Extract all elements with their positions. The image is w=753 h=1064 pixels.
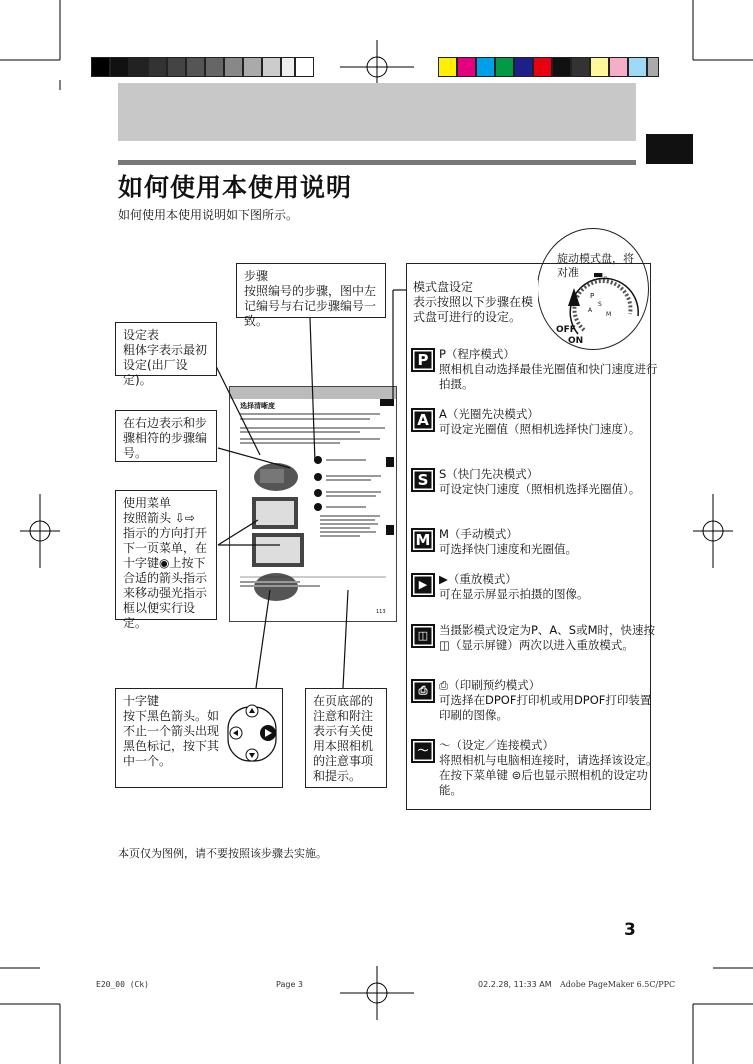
dial-bubble-text: 旋动模式盘，将对准 <box>557 252 634 279</box>
shutter-mode-icon: S <box>411 468 435 492</box>
sample-page-heading: 选择清晰度 <box>240 402 275 410</box>
callout-notes: 在页底部的注意和附注表示有关使用本照相机的注意事项和提示。 <box>305 688 387 788</box>
mode-desc: 可设定光圈值（照相机选择快门速度）。 <box>439 422 641 436</box>
mode-dial-heading: 模式盘设定 表示按照以下步骤在模式盘可进行的设定。 <box>413 280 538 325</box>
mode-title: A（光圈先决模式） <box>439 407 539 421</box>
svg-text:A: A <box>588 307 593 314</box>
page-subtitle: 如何使用本使用说明如下图所示。 <box>118 208 299 222</box>
manual-mode-icon: M <box>411 528 435 552</box>
mode-desc: 将照相机与电脑相连接时，请选择该设定。在按下菜单键 ⊜后也显示照相机的设定功能。 <box>439 753 658 797</box>
callout-right-steps: 在右边表示和步骤相符的步骤编号。 <box>115 410 217 462</box>
program-mode-icon: P <box>411 348 435 372</box>
mode-title: S（快门先决模式） <box>439 467 539 481</box>
mode-title: 当摄影模式设定为P、A、S或M时，快速按◫（显示屏键）两次以进入重放模式。 <box>439 623 656 652</box>
callout-menu: 使用菜单 按照箭头 ⇩⇨ 指示的方向打开下一页菜单，在十字键◉上按下合适的箭头指示来移动强光指示框以便实行设定。 <box>115 490 217 620</box>
mode-title: P（程序模式） <box>439 347 515 361</box>
callout-cross-key <box>115 688 283 788</box>
mode-title: ▶（重放模式） <box>439 572 517 586</box>
callout-steps: 步骤 按照编号的步骤，图中左记编号与右记步骤编号一致。 <box>236 263 386 318</box>
print-footer-file: E20_00 (Ck) <box>96 980 149 989</box>
page-title: 如何使用本使用说明 <box>118 173 353 202</box>
setup-mode-icon: 〜 <box>411 739 435 763</box>
dial-setup-icon: ▬。 <box>593 268 615 281</box>
sample-page-number: 113 <box>376 609 386 615</box>
callout-settings-table: 设定表 粗体字表示最初设定(出厂设定)。 <box>115 322 217 376</box>
print-footer-app: Adobe PageMaker 6.5C/PPC <box>560 980 676 989</box>
monitor-button-icon: ◫ <box>411 624 435 648</box>
mode-title: ⎙（印刷预约模式） <box>439 678 541 692</box>
mode-title: 〜（设定／连接模式） <box>439 738 554 752</box>
aperture-mode-icon: A <box>411 408 435 432</box>
mode-desc: 照相机自动选择最佳光圈值和快门速度进行拍摄。 <box>439 362 658 391</box>
mode-title: M（手动模式） <box>439 527 518 541</box>
print-mode-icon: ⎙ <box>411 679 435 703</box>
mode-desc: 可设定快门速度（照相机选择光圈值）。 <box>439 482 641 496</box>
cross-key-icon <box>226 697 278 769</box>
print-footer-page: Page 3 <box>276 980 303 989</box>
mode-desc: 可选择在DPOF打印机或用DPOF打印装置印刷的图像。 <box>439 693 652 722</box>
dial-on-label: ON <box>568 336 584 346</box>
svg-text:P: P <box>590 292 595 300</box>
cross-key-text: 十字键 按下黑色箭头。如不止一个箭头出现黑色标记，按下其中一个。 <box>123 694 220 768</box>
mode-desc: 可选择快门速度和光圈值。 <box>439 542 577 556</box>
dial-off-label: OFF <box>556 325 576 335</box>
page-number: 3 <box>624 920 636 940</box>
print-footer-date: 02.2.28, 11:33 AM <box>478 980 552 989</box>
svg-text:M: M <box>606 311 612 318</box>
svg-text:S: S <box>598 301 602 308</box>
footnote: 本页仅为图例，请不要按照该步骤去实施。 <box>118 847 327 860</box>
playback-mode-icon: ▶ <box>411 573 435 597</box>
mode-desc: 可在显示屏显示拍摄的图像。 <box>439 587 589 601</box>
